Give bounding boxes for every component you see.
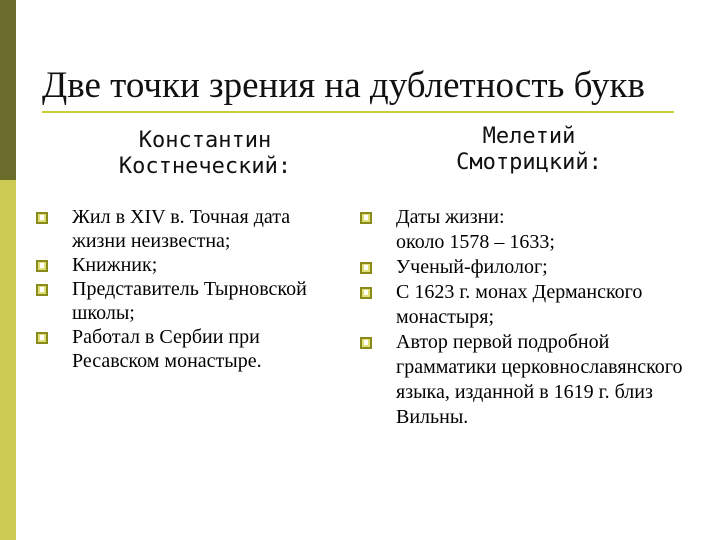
- right-column-heading: [388, 124, 670, 176]
- side-bar-light: [0, 180, 16, 540]
- list-item: [36, 253, 336, 277]
- list-item-text: Книжник;: [72, 254, 158, 276]
- list-item: [360, 280, 690, 330]
- list-item: [360, 330, 690, 430]
- left-heading-line-1: Константин: [138, 128, 272, 153]
- left-column-heading: [70, 128, 340, 180]
- square-bullet-icon: [360, 287, 372, 299]
- list-item-text: Автор первой подробной грамматики церковнославянского языка, изданной в 1619 г. близ Вильны.: [396, 331, 683, 428]
- list-item-text: Жил в XIV в. Точная дата жизни неизвестна;: [72, 206, 291, 252]
- square-bullet-icon: [36, 260, 48, 272]
- square-bullet-icon: [360, 337, 372, 349]
- square-bullet-icon: [36, 212, 48, 224]
- list-item: [36, 325, 336, 373]
- title-underline: [42, 111, 674, 113]
- right-bullet-list: [360, 205, 690, 430]
- square-bullet-icon: [360, 262, 372, 274]
- list-item: [360, 205, 690, 255]
- side-bar-dark: [0, 0, 16, 180]
- list-item-text: С 1623 г. монах Дерманского монастыря;: [396, 281, 643, 328]
- right-heading-line-2: Смотрицкий:: [456, 150, 602, 175]
- square-bullet-icon: [360, 212, 372, 224]
- square-bullet-icon: [36, 332, 48, 344]
- list-item: [36, 277, 336, 325]
- list-item: [360, 255, 690, 280]
- slide-title: Две точки зрения на дублетность букв: [42, 65, 646, 106]
- list-item-continuation: около 1578 – 1633;: [396, 231, 555, 253]
- left-heading-line-2: Костнеческий:: [118, 154, 292, 179]
- list-item-text: Представитель Тырновской школы;: [72, 278, 307, 324]
- square-bullet-icon: [36, 284, 48, 296]
- list-item: [36, 205, 336, 253]
- left-bullet-list: [36, 205, 336, 373]
- list-item-text: Даты жизни:: [396, 206, 505, 228]
- right-heading-line-1: Мелетий: [482, 124, 576, 149]
- list-item-text: Ученый-филолог;: [396, 256, 548, 278]
- list-item-text: Работал в Сербии при Ресавском монастыре.: [72, 326, 262, 372]
